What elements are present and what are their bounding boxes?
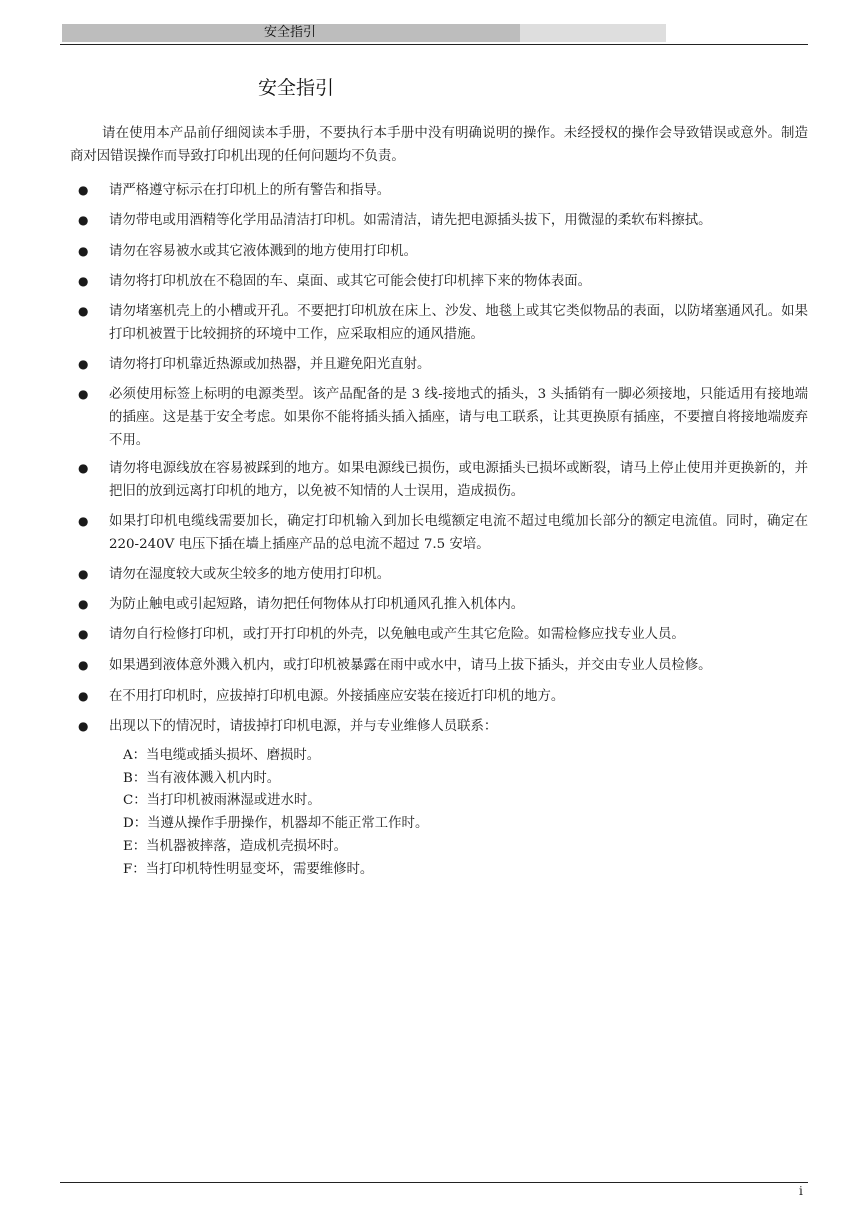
sub-item: F：当打印机特性明显变坏，需要维修时。: [123, 862, 374, 877]
bullet-icon: ●: [78, 357, 89, 371]
sub-item: D：当遵从操作手册操作，机器却不能正常工作时。: [123, 816, 429, 831]
footer-rule: [60, 1182, 808, 1183]
list-item-text: 请勿在湿度较大或灰尘较多的地方使用打印机。: [109, 567, 391, 582]
list-item-text: 请勿带电或用酒精等化学用品清洁打印机。如需清洁，请先把电源插头拔下，用微湿的柔软布料擦拭。: [109, 213, 712, 228]
sub-item: C：当打印机被雨淋湿或进水时。: [123, 793, 321, 808]
header-band: [62, 24, 666, 42]
page-number: i: [799, 1184, 803, 1198]
bullet-icon: ●: [78, 719, 89, 733]
bullet-icon: ●: [78, 658, 89, 672]
bullet-icon: ●: [78, 387, 89, 401]
list-item-text: 如果遇到液体意外溅入机内，或打印机被暴露在雨中或水中，请马上拔下插头，并交由专业人员检修。: [109, 658, 712, 673]
list-item-text: 请勿堵塞机壳上的小槽或开孔。不要把打印机放在床上、沙发、地毯上或其它类似物品的表面，以防堵塞通风孔。如果打印机被置于比较拥挤的环境中工作，应采取相应的通风措施。: [109, 304, 808, 342]
sub-item: B：当有液体溅入机内时。: [123, 771, 281, 786]
bullet-icon: ●: [78, 183, 89, 197]
list-item-text: 请严格遵守标示在打印机上的所有警告和指导。: [109, 183, 391, 198]
bullet-icon: ●: [78, 244, 89, 258]
list-item-text: 请勿在容易被水或其它液体溅到的地方使用打印机。: [109, 244, 417, 259]
bullet-icon: ●: [78, 461, 89, 475]
bullet-icon: ●: [78, 567, 89, 581]
sub-item: A：当电缆或插头损坏、磨损时。: [123, 748, 321, 763]
sub-item: E：当机器被摔落，造成机壳损坏时。: [123, 839, 348, 854]
bullet-icon: ●: [78, 274, 89, 288]
bullet-icon: ●: [78, 213, 89, 227]
list-item-text: 在不用打印机时，应拔掉打印机电源。外接插座应安装在接近打印机的地方。: [109, 689, 565, 704]
page-title: 安全指引: [258, 77, 335, 99]
list-item-text: 请勿将打印机放在不稳固的车、桌面、或其它可能会使打印机摔下来的物体表面。: [109, 274, 592, 289]
intro-paragraph: 请在使用本产品前仔细阅读本手册，不要执行本手册中没有明确说明的操作。未经授权的操作会导致错误或意外。制造商对因错误操作而导致打印机出现的任何问题均不负责。: [70, 126, 808, 164]
list-item-text: 请勿将电源线放在容易被踩到的地方。如果电源线已损伤，或电源插头已损坏或断裂，请马上停止使用并更换新的，并把旧的放到远离打印机的地方，以免被不知情的人士误用，造成损伤。: [109, 461, 808, 499]
bullet-icon: ●: [78, 304, 89, 318]
bullet-icon: ●: [78, 597, 89, 611]
running-header-title: 安全指引: [264, 25, 317, 40]
list-item-text: 如果打印机电缆线需要加长，确定打印机输入到加长电缆额定电流不超过电缆加长部分的额定电流值。同时，确定在 220-240V 电压下插在墙上插座产品的总电流不超过 7.5 安培。: [109, 514, 808, 552]
bullet-icon: ●: [78, 514, 89, 528]
header-band-light: [520, 24, 666, 42]
bullet-icon: ●: [78, 627, 89, 641]
bullet-icon: ●: [78, 689, 89, 703]
list-item-text: 必须使用标签上标明的电源类型。该产品配备的是 3 线-接地式的插头，3 头插销有一脚必须接地，只能适用有接地端的插座。这是基于安全考虑。如果你不能将插头插入插座，请与电工联系，让其更换原有插座，不要擅自将接地端废弃不用。: [109, 387, 808, 448]
list-item-text: 出现以下的情况时，请拔掉打印机电源，并与专业维修人员联系：: [109, 719, 498, 734]
list-item-text: 请勿将打印机靠近热源或加热器，并且避免阳光直射。: [109, 357, 431, 372]
header-rule: [60, 44, 808, 45]
list-item-text: 请勿自行检修打印机，或打开打印机的外壳，以免触电或产生其它危险。如需检修应找专业人员。: [109, 627, 685, 642]
list-item-text: 为防止触电或引起短路，请勿把任何物体从打印机通风孔推入机体内。: [109, 597, 525, 612]
